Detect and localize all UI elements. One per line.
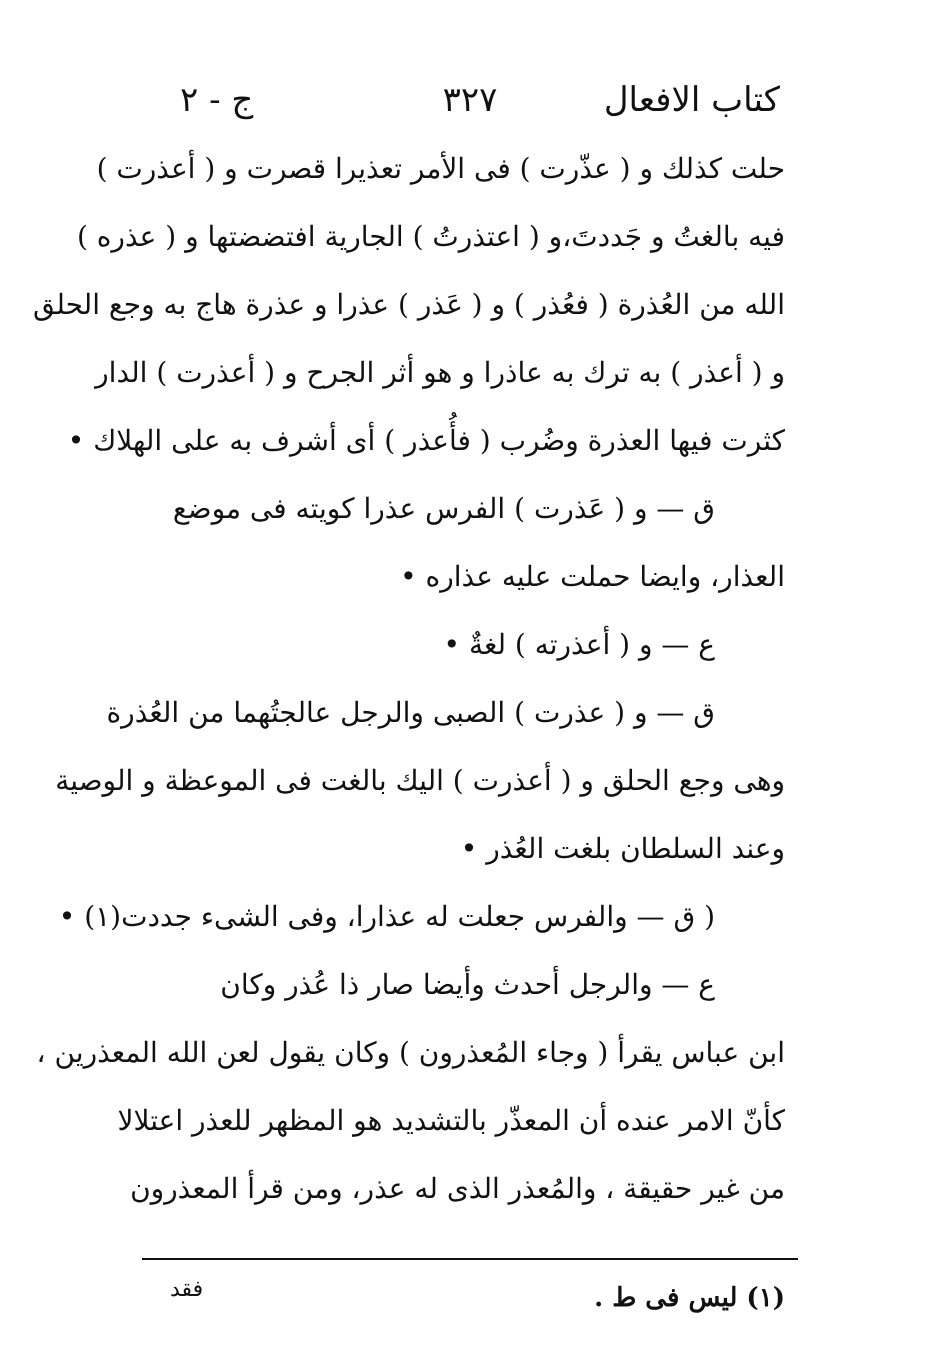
text-line: كثرت فيها العذرة وضُرب ( فأُعذر ) أى أشرف به على الهلاك • <box>67 424 785 457</box>
text-line: فيه بالغتُ و جَددتَ،و ( اعتذرتُ ) الجارية افتضضتها و ( عذره ) <box>76 220 785 253</box>
entry-line: ق — و ( عذرت ) الصبى والرجل عالجتُهما من العُذرة <box>106 696 715 729</box>
text-line: و ( أعذر ) به ترك به عاذرا و هو أثر الجرح و ( أعذرت ) الدار <box>95 356 785 389</box>
text-line: حلت كذلك و ( عذّرت ) فى الأمر تعذيرا قصرت و ( أعذرت ) <box>96 152 785 185</box>
page-header <box>160 70 780 130</box>
entry-line: ( ق — والفرس جعلت له عذارا، وفى الشىء جددت(١) • <box>58 900 715 933</box>
volume-part: ج - ٢ <box>180 80 254 120</box>
footnote-divider <box>142 1258 798 1260</box>
footnote-text: (١) ليس فى ط . <box>594 1283 785 1313</box>
text-line: وهى وجع الحلق و ( أعذرت ) اليك بالغت فى الموعظة و الوصية <box>55 764 785 797</box>
text-line: من غير حقيقة ، والمُعذر الذى له عذر، ومن قرأ المعذرون <box>130 1172 785 1205</box>
text-line: وعند السلطان بلغت العُذر • <box>460 832 785 865</box>
catchword: فقد <box>170 1277 204 1302</box>
entry-line: ع — و ( أعذرته ) لغةٌ • <box>443 628 715 661</box>
page-number: ٣٢٧ <box>442 80 498 120</box>
body-text <box>32 135 785 1223</box>
text-line: ابن عباس يقرأ ( وجاء المُعذرون ) وكان يقول لعن الله المعذرين ، <box>36 1036 785 1069</box>
entry-line: ع — والرجل أحدث وأيضا صار ذا عُذر وكان <box>220 968 715 1001</box>
text-line: كأنّ الامر عنده أن المعذّر بالتشديد هو المظهر للعذر اعتلالا <box>117 1104 785 1137</box>
entry-line: ق — و ( عَذرت ) الفرس عذرا كويته فى موضع <box>172 492 715 525</box>
text-line: العذار، وايضا حملت عليه عذاره • <box>400 560 785 593</box>
running-title: كتاب الافعال <box>603 80 780 120</box>
text-line: الله من العُذرة ( فعُذر ) و ( عَذر ) عذرا و عذرة هاج به وجع الحلق <box>32 288 785 321</box>
